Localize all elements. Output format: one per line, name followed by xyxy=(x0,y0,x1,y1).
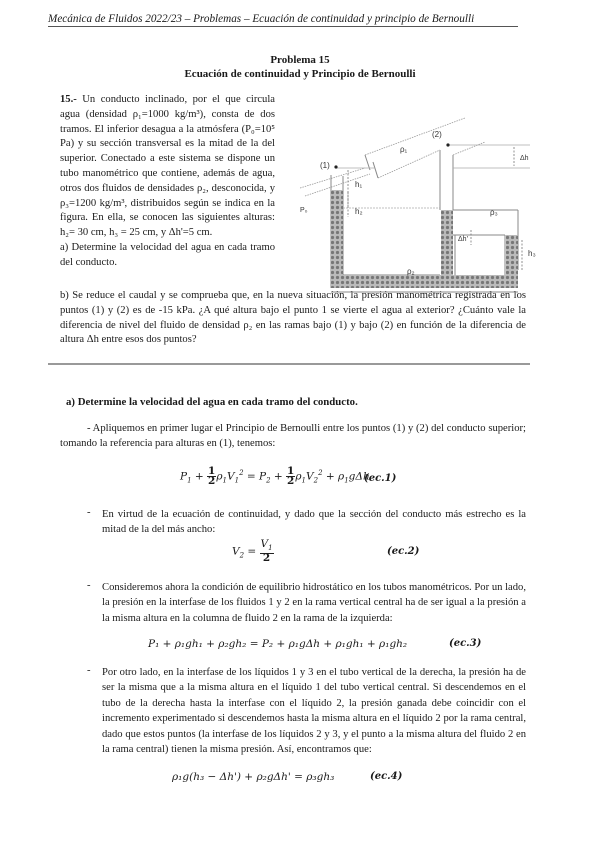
problem-intro-text: Un conducto inclinado, por el que circula agua (densidad ρ₁=1000 kg/m³), consta de dos tramos. El inferior desagua a la atmósfera (P₀=10⁵ Pa) y su sección transversal es la mitad de la del superior. Conectado a este sistema se dispone un tubo manométrico que contiene, además de agua, otros dos fluidos de densidades ρ₂, desconocida, y ρ₃=1200 kg/m³, distribuidos según se indica en la figura. En ella, se conocen las siguientes alturas: h₂= 30 cm, h₃ = 25 cm, y Δh'=5 cm. xyxy=(60,94,275,239)
label-h2: h₂ xyxy=(355,207,363,216)
label-rho2: ρ₂ xyxy=(407,267,415,276)
label-delta-h: Δh xyxy=(520,155,529,162)
label-h1: h₁ xyxy=(355,180,363,189)
label-rho1: ρ₁ xyxy=(400,145,408,154)
label-h3: h₃ xyxy=(528,249,536,258)
bullet-dash: - xyxy=(87,665,91,676)
label-delta-h-prime: Δh' xyxy=(458,236,468,243)
equation-3: P₁ + ρ₁gh₁ + ρ₂gh₂ = P₂ + ρ₁gΔh + ρ₁gh₁ + ρ₁gh₂ xyxy=(148,638,408,650)
question-b: b) Se reduce el caudal y se comprueba que, en la nueva situación, la presión manométrica registrada en los puntos (1) y (2) es de -15 kPa. ¿A qué altura bajo el punto 1 se vierte el agua al exterior? ¿Cuánto vale la diferencia de nivel del fluido de densidad ρ₂ en las ramas bajo (1) y bajo (2) en función de la diferencia de altura Δh entre esos dos puntos? xyxy=(60,290,526,346)
paragraph-bernoulli: - Apliquemos en primer lugar el Principio de Bernoulli entre los puntos (1) y (2) del conducto superior; tomando la referencia para alturas en (1), tenemos: xyxy=(60,423,526,450)
equation-1: $P_1$ + $\frac{1}{2}$ $\rho_1V_1^2 = P_2$ + $\frac{1}{2}$ $\rho_1V_2^2 + \rho_1g\Delta h$ xyxy=(180,465,370,487)
bullet-dash: - xyxy=(87,580,91,591)
equation-2-label: (ec.2) xyxy=(387,546,420,557)
problem-subtitle: Ecuación de continuidad y Principio de Bernoulli xyxy=(184,68,416,80)
section-a-title: a) Determine la velocidad del agua en cada tramo del conducto. xyxy=(66,396,358,408)
equation-4-label: (ec.4) xyxy=(370,771,403,782)
equation-1-label: (ec.1) xyxy=(364,473,397,484)
manometer-figure xyxy=(300,110,550,300)
problem-title: Problema 15 xyxy=(270,54,330,66)
label-rho3: ρ₃ xyxy=(490,208,498,217)
problem-number: 15.- xyxy=(60,94,77,105)
bullet-dash: - xyxy=(87,507,91,518)
paragraph-hydrostatic: Consideremos ahora la condición de equilibrio hidrostático en los tubos manométricos. Por un lado, la presión en la interfase de los fluidos 1 y 2 en la rama vertical central ha de ser igual a la presión a la misma altura en la columna de fluido 2 en la rama de la izquierda: xyxy=(102,582,526,624)
label-point-1: (1) xyxy=(320,161,330,170)
label-point-2: (2) xyxy=(432,130,442,139)
problem-statement xyxy=(60,93,275,271)
running-header: Mecánica de Fluidos 2022/23 – Problemas – Ecuación de continuidad y principio de Bernoulli xyxy=(48,13,518,27)
paragraph-interface: Por otro lado, en la interfase de los líquidos 1 y 3 en el tubo vertical de la derecha, la presión ha de ser la misma que a la misma altura en el líquido 1 del tubo vertical central. Si descendemos en el tubo de la derecha hasta la interfase con el líquido 2, la presión ganada debe coincidir con el incremento experimentado si descendemos hasta la misma altura en el líquido 2 por la rama central, dado que estos puntos (la interfase de los líquidos 2 y 3, y el punto a la misma altura del fluido 2 en la rama central) tienen la misma presión. Así, encontramos que: xyxy=(102,667,526,756)
paragraph-continuity: En virtud de la ecuación de continuidad, y dado que la sección del conducto más estrecho es la mitad de la del más ancho: xyxy=(102,509,526,536)
question-a: a) Determine la velocidad del agua en cada tramo del conducto. xyxy=(60,241,275,268)
equation-2: $V_2$ = $\frac{V_1}{2}$ xyxy=(232,538,273,565)
equation-4: ρ₁g(h₃ − Δh') + ρ₂gΔh' = ρ₃gh₃ xyxy=(172,771,335,783)
section-divider xyxy=(48,363,530,365)
label-p0: P₀ xyxy=(300,207,308,214)
equation-3-label: (ec.3) xyxy=(449,638,482,649)
